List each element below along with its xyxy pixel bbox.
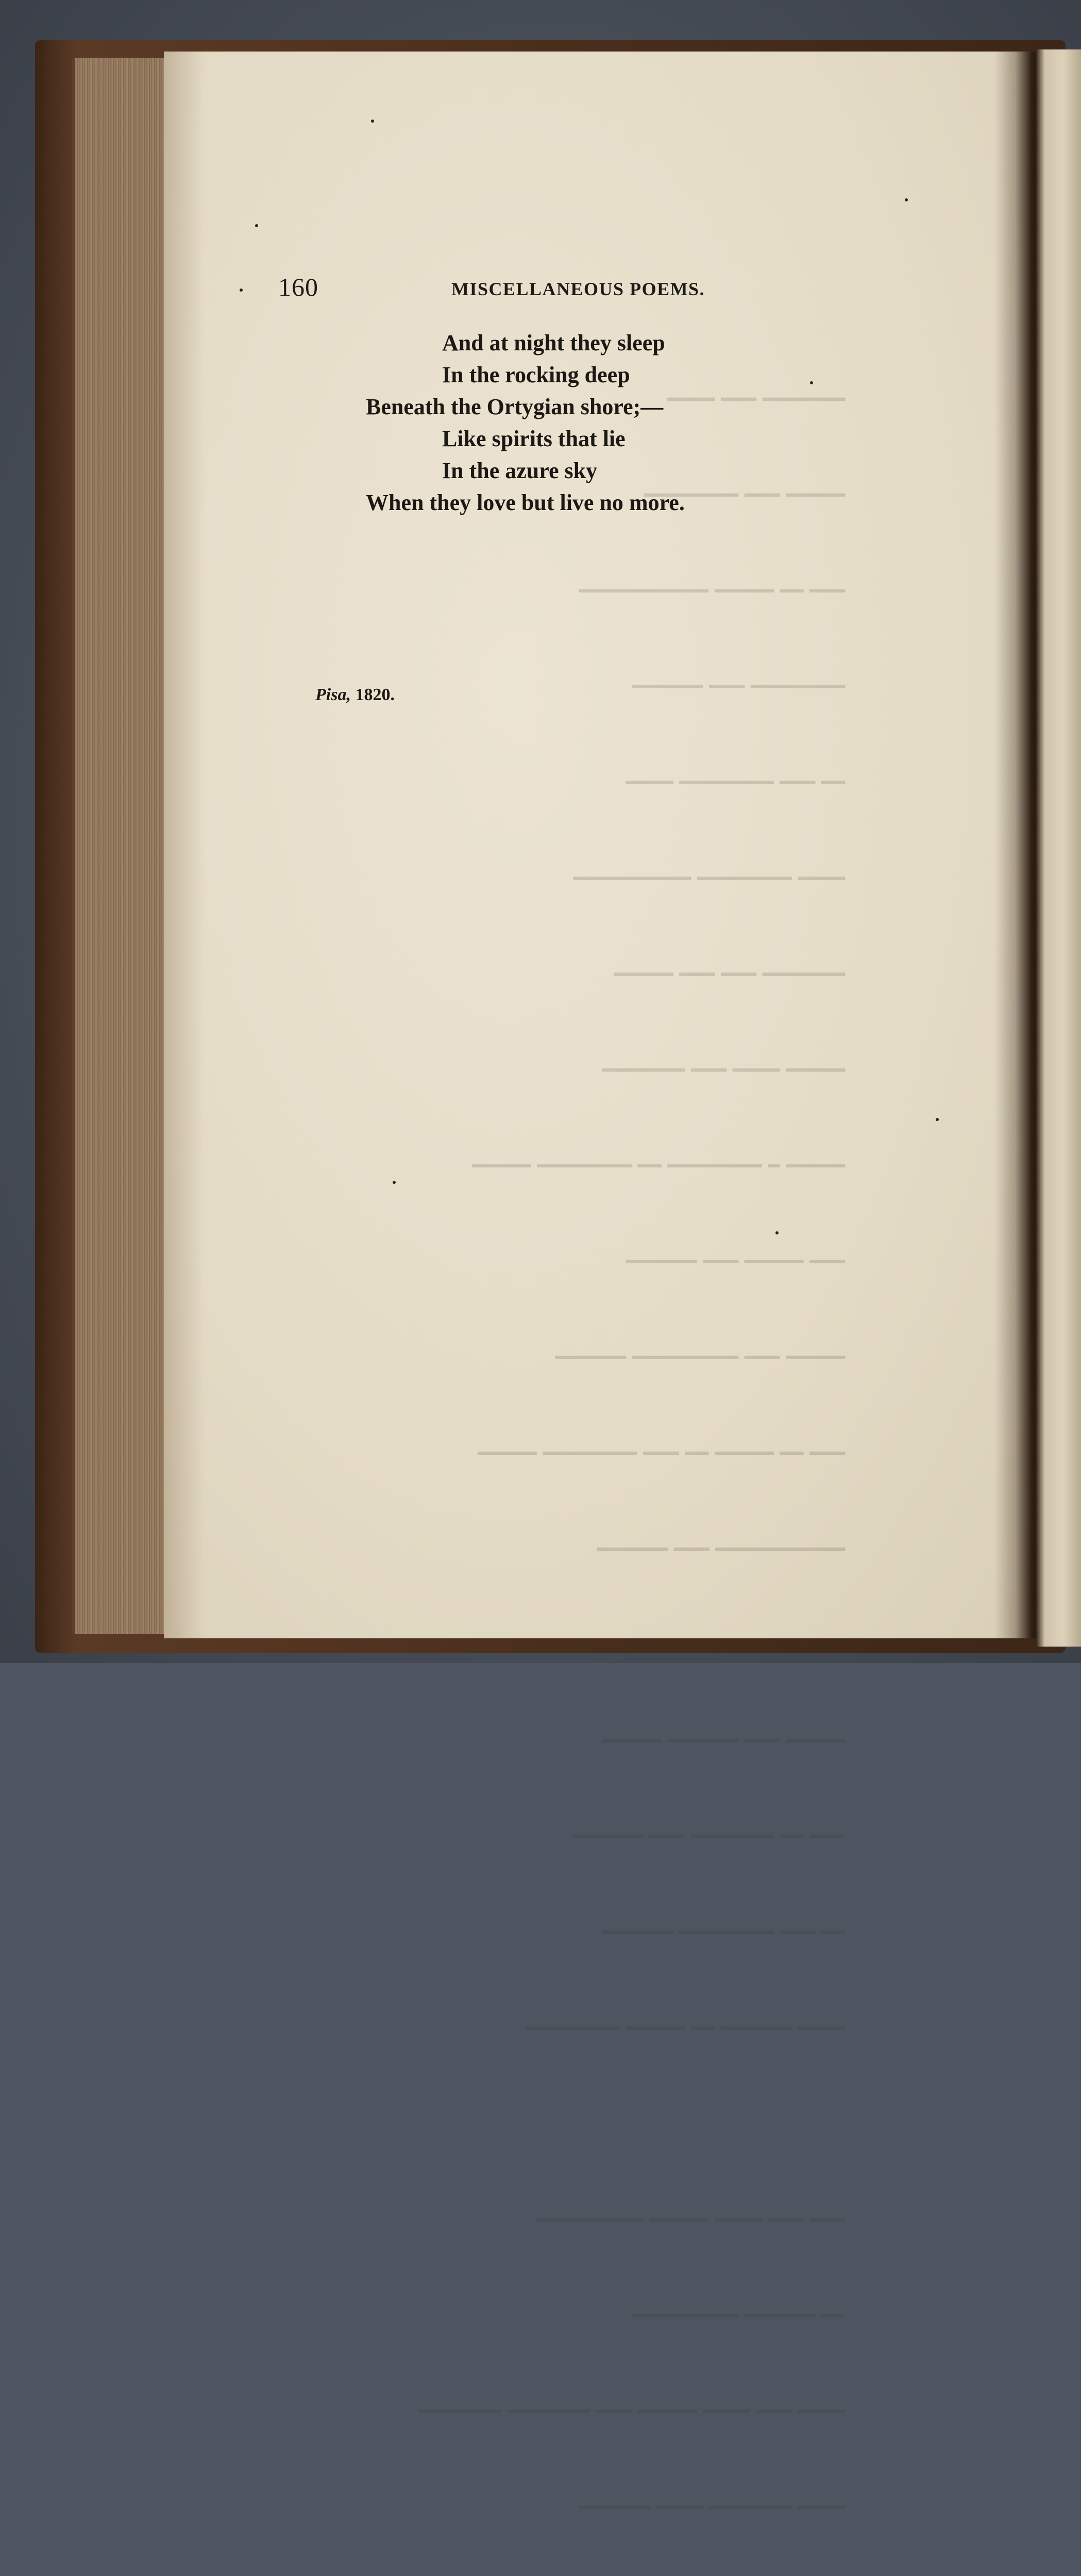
running-head: [278, 272, 793, 303]
place-name: Pisa,: [315, 685, 351, 704]
speck: [936, 1118, 939, 1121]
place-date: [315, 685, 395, 705]
poem-line: In the rocking deep: [442, 362, 630, 387]
speck: [371, 120, 374, 123]
poem-line: Like spirits that lie: [442, 426, 626, 451]
poem-line: Beneath the Ortygian shore;—: [366, 394, 664, 419]
year: 1820.: [355, 685, 395, 704]
facing-page-edge: [1036, 49, 1081, 1647]
page-number: 160: [278, 273, 318, 301]
show-through-texture: ━━━━━ ━━━ ━━━━━━ ━━━━━ ━━━ ━━ ━━━━━━━ ━━━ ━━━━━━ ━━ ━━━ ━━━━━━━━ ━━━━━━ ━━━━ ━━━━━━ ━━ ━━━━━ ━━━━━━━━ ━━━ ━━━ ━━━━ ━━━━━ ━━━━━━━━━ ━━ ━━━━━━ ━━━━━━━━━ ━━━━ ━━━ ━━━━ ━━━━━ ━━━ ━━━━━━━ ━━━━━━━ ━━━━ ━━━━━━━ ━━━━ ━━━━━━: [418, 1730, 845, 2519]
poem-line: When they love but live no more.: [366, 490, 685, 515]
section-title: MISCELLANEOUS POEMS.: [451, 279, 705, 299]
speck: [255, 224, 258, 227]
page-gutter-shadow: [994, 52, 1041, 1638]
poem-line: In the azure sky: [442, 458, 598, 483]
poem-line: And at night they sleep: [442, 330, 665, 355]
speck: [240, 289, 243, 292]
speck: [393, 1181, 396, 1184]
page-edges: [72, 58, 168, 1634]
speck: [810, 381, 813, 384]
speck: [905, 198, 908, 201]
speck: [775, 1231, 779, 1234]
